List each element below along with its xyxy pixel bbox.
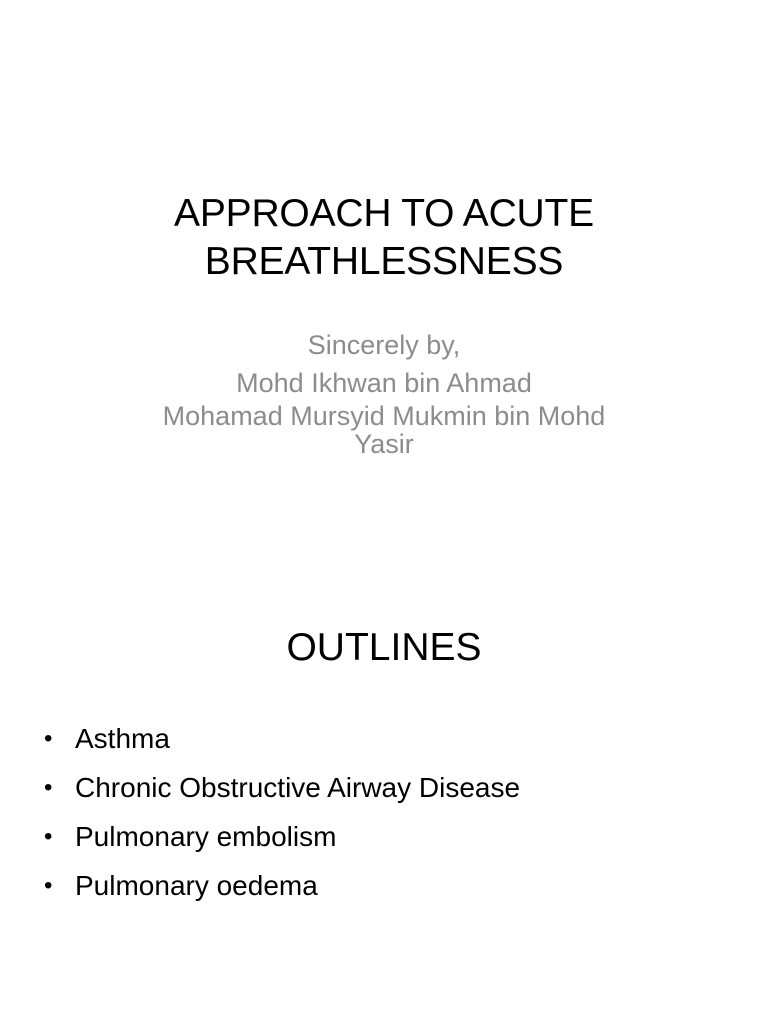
- bullet-icon: •: [44, 823, 53, 850]
- subtitle-line-1: Sincerely by,: [307, 330, 461, 360]
- list-item: [44, 714, 724, 763]
- list-item-text: Chronic Obstructive Airway Disease: [75, 772, 521, 803]
- list-item-text: Pulmonary embolism: [75, 821, 337, 852]
- subtitle-line-4: Yasir: [354, 429, 414, 459]
- list-item: [44, 812, 724, 861]
- outlines-heading: OUTLINES: [286, 626, 482, 669]
- bullet-icon: •: [44, 774, 53, 801]
- subtitle-line-2: Mohd Ikhwan bin Ahmad: [236, 368, 532, 398]
- list-item: [44, 861, 724, 910]
- slide-subtitle: [110, 326, 658, 458]
- slide-title-heading: [60, 190, 708, 286]
- list-item-text: Asthma: [75, 723, 170, 754]
- title-line-1: APPROACH TO ACUTE: [174, 192, 594, 235]
- list-item: [44, 763, 724, 812]
- outline-list: [44, 714, 724, 910]
- list-item-text: Pulmonary oedema: [75, 870, 318, 901]
- bullet-icon: •: [44, 725, 53, 752]
- subtitle-line-3: Mohamad Mursyid Mukmin bin Mohd: [162, 401, 606, 431]
- title-line-2: BREATHLESSNESS: [204, 240, 564, 283]
- slide-outlines: [0, 576, 768, 1024]
- bullet-icon: •: [44, 872, 53, 899]
